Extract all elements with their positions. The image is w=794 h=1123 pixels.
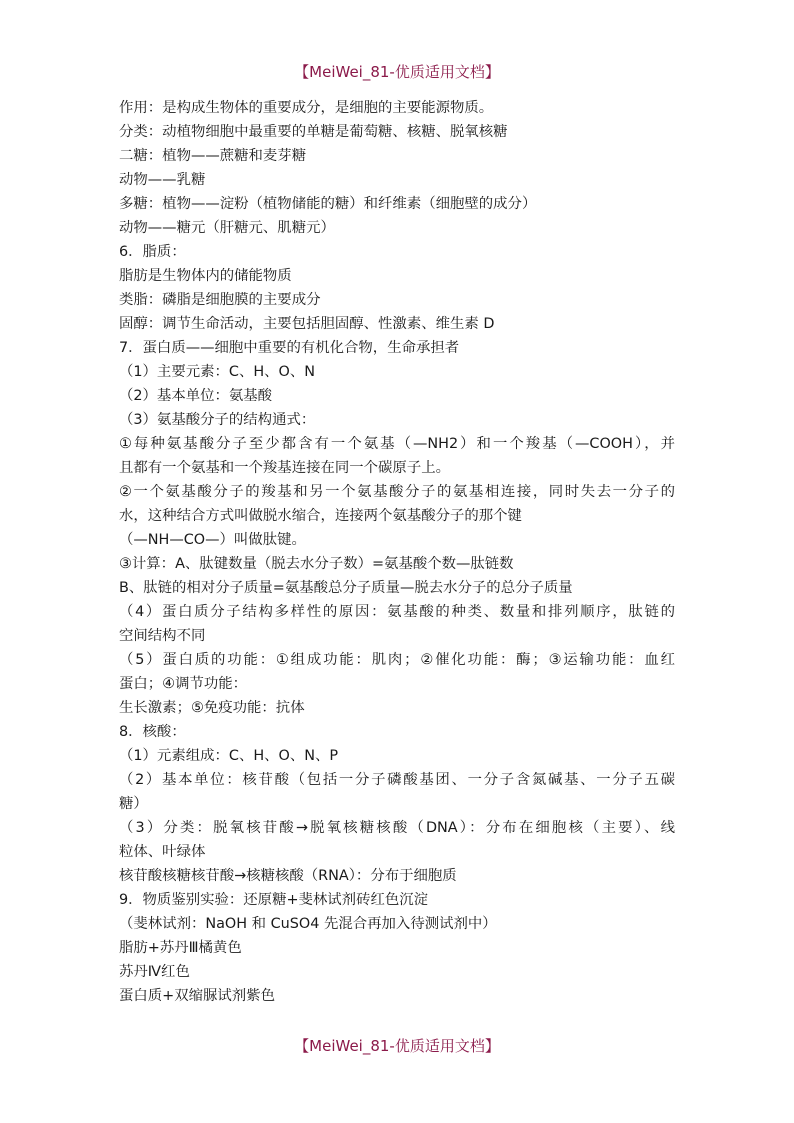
text-line: 作用：是构成生物体的重要成分，是细胞的主要能源物质。: [119, 100, 494, 116]
text-line: （4）蛋白质分子结构多样性的原因：氨基酸的种类、数量和排列顺序，肽链的: [119, 604, 675, 620]
text-line: B、肽链的相对分子质量=氨基酸总分子质量—脱去水分子的总分子质量: [119, 580, 573, 596]
text-line: ②一个氨基酸分子的羧基和另一个氨基酸分子的氨基相连接，同时失去一分子的: [119, 484, 675, 500]
text-line: （1）主要元素：C、H、O、N: [119, 364, 316, 380]
text-line: （3）氨基酸分子的结构通式：: [119, 412, 316, 428]
text-line: ①每种氨基酸分子至少都含有一个氨基（—NH2）和一个羧基（—COOH），并: [119, 436, 675, 452]
text-line: （2）基本单位：氨基酸: [119, 388, 273, 404]
text-line: 二糖：植物——蔗糖和麦芽糖: [119, 148, 307, 164]
text-line: 脂肪+苏丹Ⅲ橘黄色: [119, 940, 242, 956]
section-heading: 9．物质鉴别实验：还原糖+斐林试剂砖红色沉淀: [119, 892, 429, 908]
text-line: （5）蛋白质的功能：①组成功能：肌肉；②催化功能：酶；③运输功能：血红: [119, 652, 675, 668]
text-line: 多糖：植物——淀粉（植物储能的糖）和纤维素（细胞壁的成分）: [119, 196, 537, 212]
text-line: 固醇：调节生命活动，主要包括胆固醇、性激素、维生素 D: [119, 316, 495, 332]
section-heading: 7．蛋白质——细胞中重要的有机化合物，生命承担者: [119, 340, 460, 356]
text-line: （—NH—CO—）叫做肽键。: [119, 532, 306, 548]
text-line: 动物——乳糖: [119, 172, 206, 188]
section-heading: 6．脂质：: [119, 244, 186, 260]
text-line: 粒体、叶绿体: [119, 844, 206, 860]
text-line: 且都有一个氨基和一个羧基连接在同一个碳原子上。: [119, 460, 450, 476]
text-line: （斐林试剂：NaOH 和 CuSO4 先混合再加入待测试剂中）: [119, 916, 497, 932]
text-line: 蛋白；④调节功能：: [119, 676, 248, 692]
text-line: 糖）: [119, 796, 148, 812]
text-line: 分类：动植物细胞中最重要的单糖是葡萄糖、核糖、脱氧核糖: [119, 124, 508, 140]
page-header: 【MeiWei_81-优质适用文档】: [294, 63, 500, 81]
text-line: 脂肪是生物体内的储能物质: [119, 268, 292, 284]
text-line: 蛋白质+双缩脲试剂紫色: [119, 988, 275, 1004]
text-line: （1）元素组成：C、H、O、N、P: [119, 748, 339, 764]
text-line: 核苷酸核糖核苷酸→核糖核酸（RNA）：分布于细胞质: [119, 868, 457, 884]
section-heading: 8．核酸：: [119, 724, 186, 740]
page-footer: 【MeiWei_81-优质适用文档】: [294, 1037, 500, 1055]
text-line: ③计算：A、肽键数量（脱去水分子数）=氨基酸个数—肽链数: [119, 556, 514, 572]
text-line: 动物——糖元（肝糖元、肌糖元）: [119, 220, 335, 236]
text-line: 类脂：磷脂是细胞膜的主要成分: [119, 292, 321, 308]
text-line: （2）基本单位：核苷酸（包括一分子磷酸基团、一分子含氮碱基、一分子五碳: [119, 772, 675, 788]
text-line: （3）分类：脱氧核苷酸→脱氧核糖核酸（DNA）：分布在细胞核（主要）、线: [119, 820, 675, 836]
text-line: 空间结构不同: [119, 628, 206, 644]
text-line: 生长激素；⑤免疫功能：抗体: [119, 700, 305, 716]
document-body: [119, 96, 675, 1008]
text-line: 苏丹Ⅳ红色: [119, 964, 190, 980]
text-line: 水，这种结合方式叫做脱水缩合，连接两个氨基酸分子的那个键: [119, 508, 522, 524]
